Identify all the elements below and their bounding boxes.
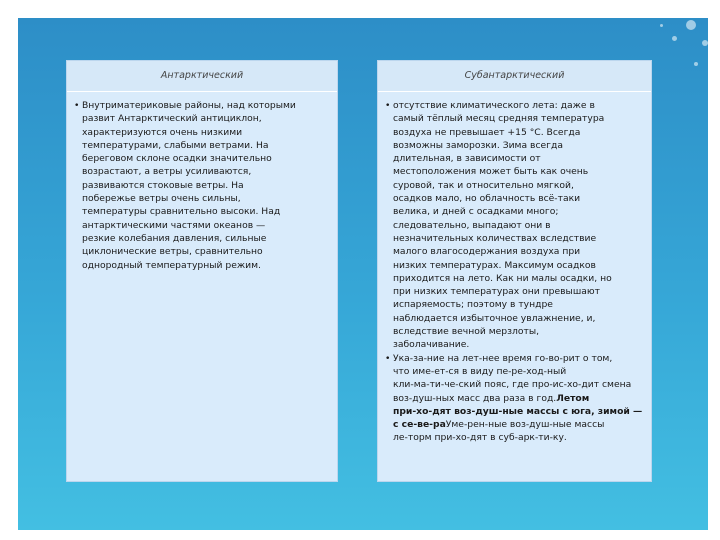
bullet-marker: • bbox=[385, 100, 391, 111]
left-column-antarctic bbox=[66, 60, 338, 482]
right-bullet-text-2a: Ука-за-ние на лет-нее время го-во-рит о том, что име-ет-ся в виду пе-ре-ход-ный кли-ма-ти-че-ский пояс, где про-ис-хо-дит смена воз-душ-ных масс два раза в год. bbox=[393, 352, 632, 404]
right-column-heading: Субантарктический bbox=[378, 61, 651, 92]
bullet-marker: • bbox=[74, 100, 80, 111]
right-column-body bbox=[378, 92, 651, 445]
right-bullet-text-2c: Уме-рен-ные воз-душ-ные массы ле-торм при-хо-дят в суб-арк-ти-ку. bbox=[393, 419, 605, 444]
left-column-heading: Антарктический bbox=[67, 61, 337, 92]
right-bullet-item-2 bbox=[385, 352, 643, 445]
left-bullet-text: Внутриматериковые районы, над которыми развит Антарктический антициклон, характеризуются очень низкими температурами, слабыми ветрами. На береговом склоне осадки значительно возрастают, а ветры усиливаются, развиваются стоковые ветры. На побережье ветры очень сильны, температуры сравнительно высоки. Над антарктическими частями океанов — резкие колебания давления, сильные циклонические ветры, сравнительно однородный температурный режим. bbox=[82, 100, 296, 271]
left-bullet-item bbox=[74, 99, 329, 272]
left-column-body bbox=[67, 92, 337, 272]
right-bullet-item-1 bbox=[385, 99, 643, 352]
right-column-subantarctic bbox=[377, 60, 652, 482]
bullet-marker: • bbox=[385, 352, 391, 364]
right-bullet-text-2b-bold: Летом при-хо-дят воз-душ-ные массы с юга, зимой — с се-ве-ра bbox=[393, 392, 643, 431]
right-bullet-text-1: отсутствие климатического лета: даже в самый тёплый месяц средняя температура воздуха не превышает +15 °С. Всегда возможны заморозки. Зима всегда длительная, в зависимости от местоположения может быть как очень суровой, так и относительно мягкой, осадков мало, но облачность всё-таки велика, и дней с осадками много; следовательно, выпадают они в незначительных количествах вследствие малого влагосодержания воздуха при низких температурах. Максимум осадков приходится на лето. Как ни малы осадки, но при низких температурах они превышают испаряемость; поэтому в тундре наблюдается избыточное увлажнение, и, вследствие вечной мерзлоты, заболачивание. bbox=[393, 100, 612, 351]
right-bullet-text-2 bbox=[393, 352, 643, 445]
